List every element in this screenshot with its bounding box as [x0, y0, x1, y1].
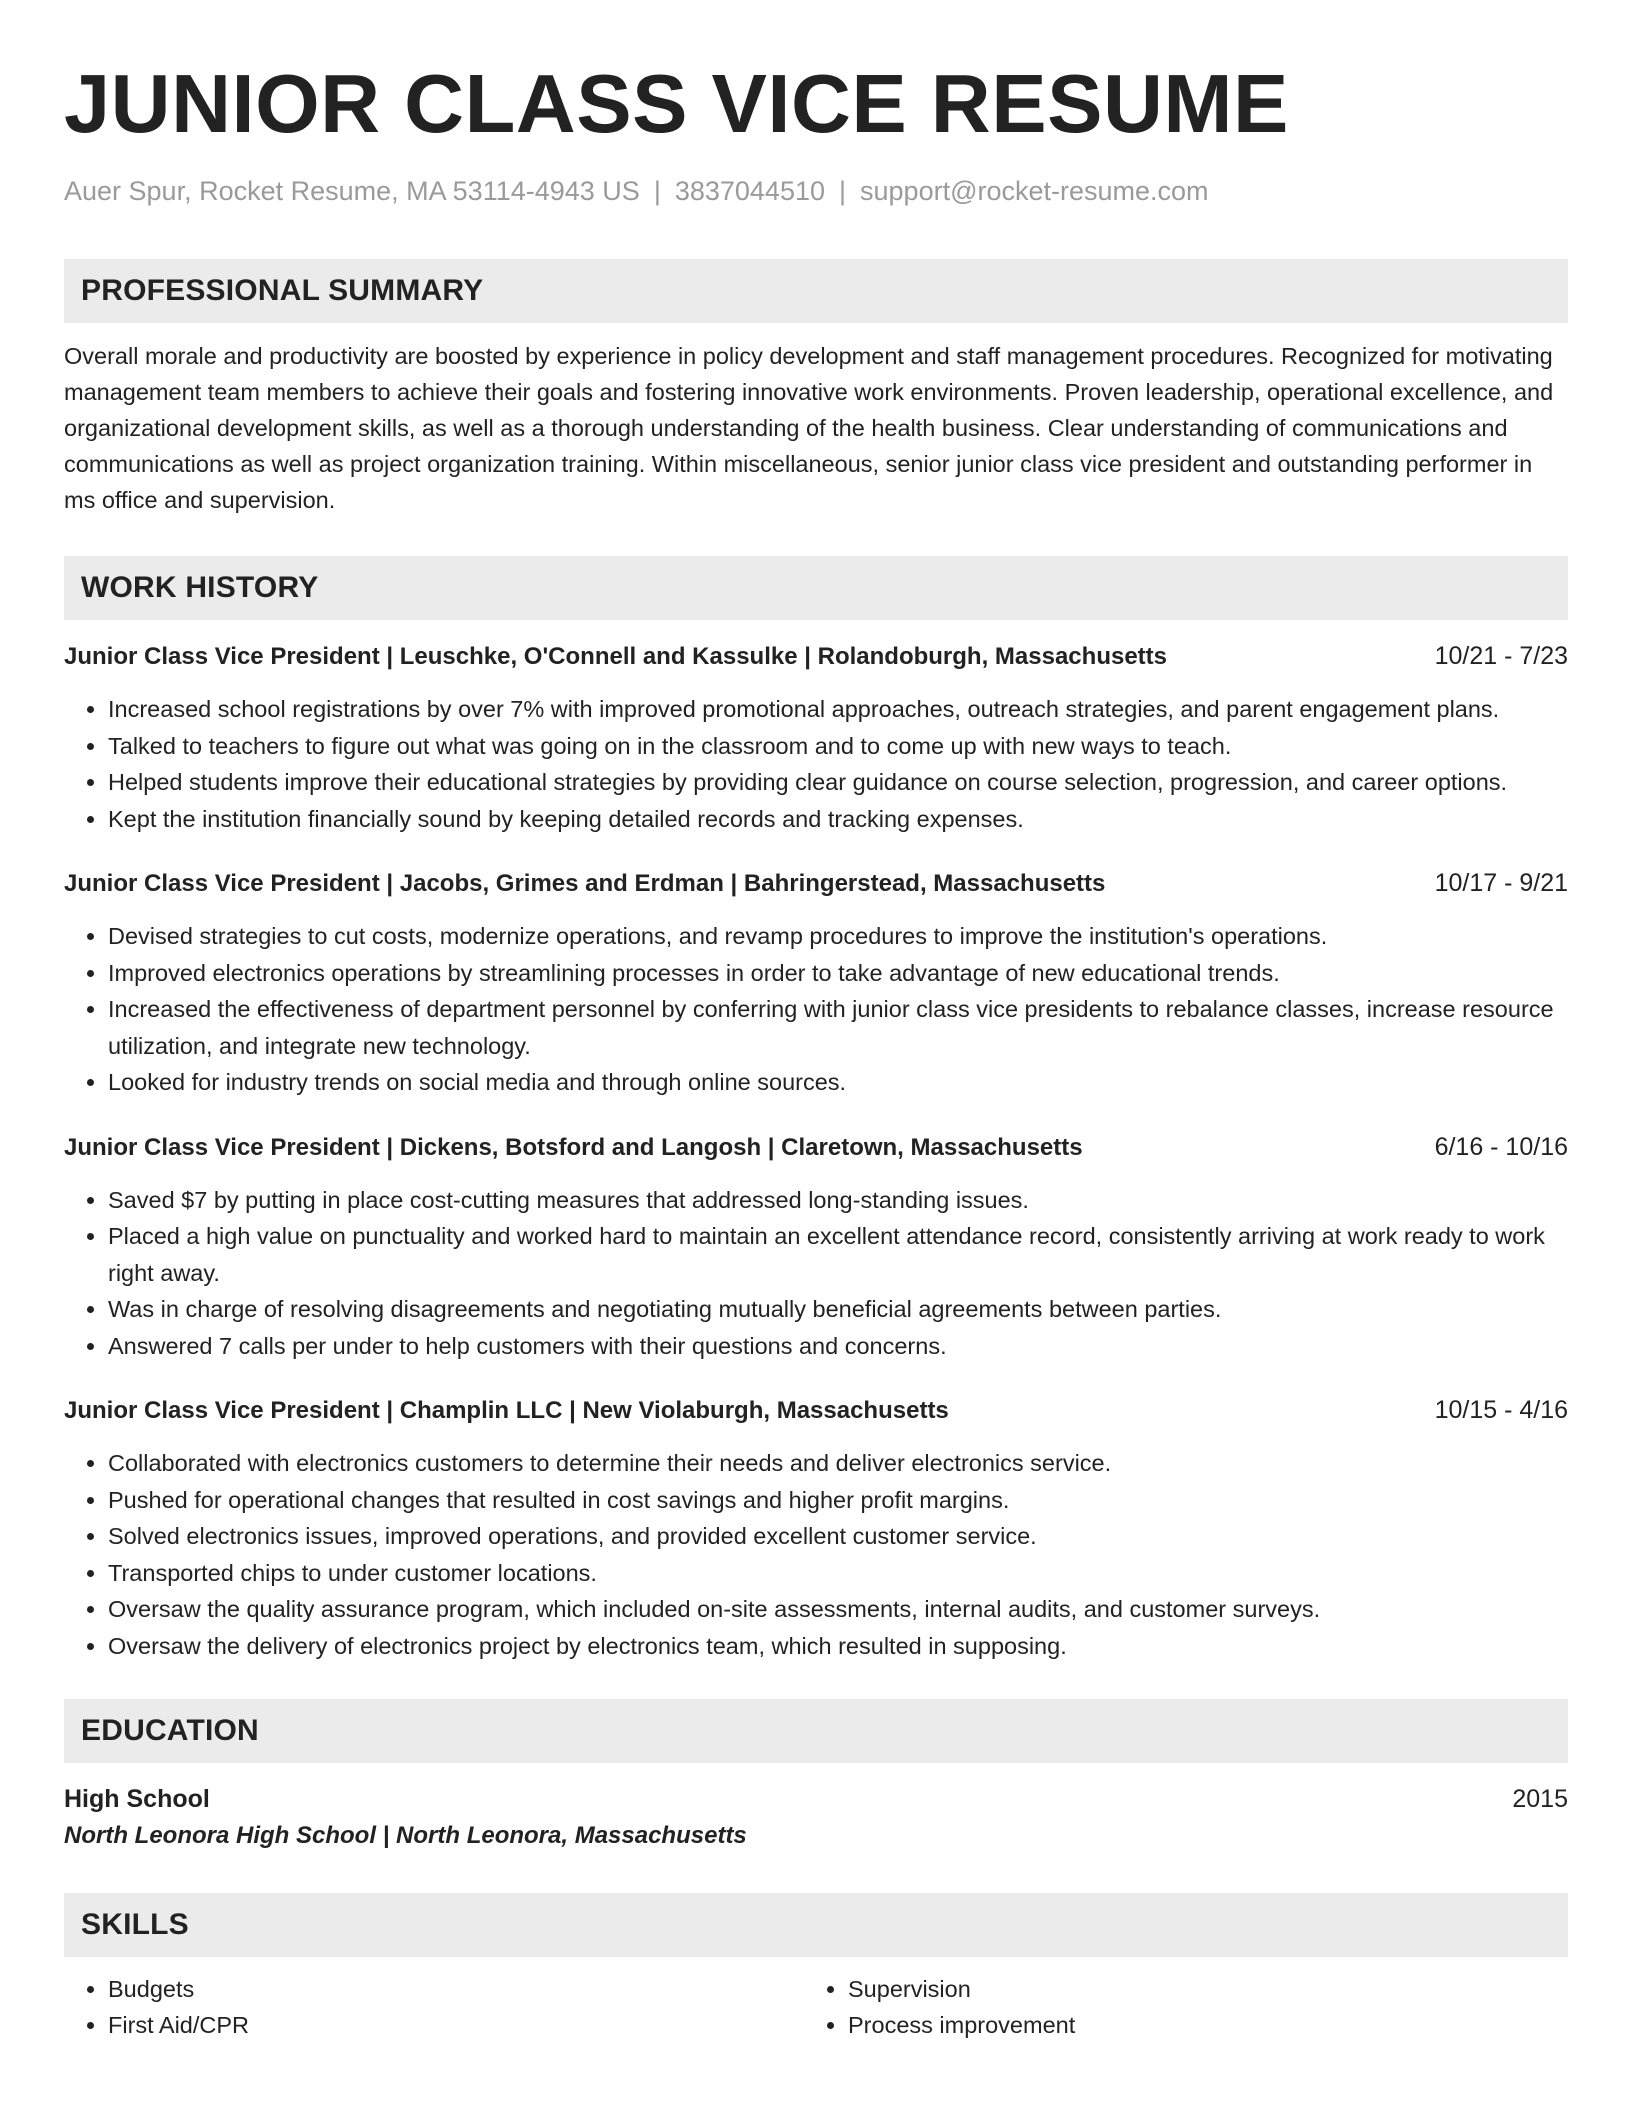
education-degree: High School [64, 1785, 210, 1813]
contact-line [64, 174, 1568, 208]
job-bullet: • Kept the institution financially sound by keeping detailed records and tracking expenses. [108, 801, 1568, 838]
job-bullets [64, 691, 1568, 837]
skills-column-left [64, 1971, 804, 2043]
job-bullet: • Transported chips to under customer locations. [108, 1555, 1568, 1592]
job-bullet: • Placed a high value on punctuality and worked hard to maintain an excellent attendance record, consistently arriving at work ready to work right away. [108, 1218, 1568, 1291]
skill-item: • First Aid/CPR [108, 2007, 804, 2043]
job-bullet: • Improved electronics operations by streamlining processes in order to take advantage of new educational trends. [108, 955, 1568, 992]
job-bullets [64, 1182, 1568, 1365]
job-bullet: • Oversaw the quality assurance program, which included on-site assessments, internal audits, and customer surveys. [108, 1591, 1568, 1628]
job-bullet: • Helped students improve their educational strategies by providing clear guidance on course selection, progression, and career options. [108, 764, 1568, 801]
section-heading-summary: PROFESSIONAL SUMMARY [64, 259, 1568, 323]
job-title: Junior Class Vice President | Dickens, Botsford and Langosh | Claretown, Massachusetts [64, 1133, 1083, 1161]
job-dates: 6/16 - 10/16 [1434, 1132, 1568, 1161]
skill-item: • Process improvement [848, 2007, 1544, 2043]
job-bullet: • Looked for industry trends on social media and through online sources. [108, 1064, 1568, 1101]
job-bullet: • Solved electronics issues, improved operations, and provided excellent customer service. [108, 1518, 1568, 1555]
section-heading-education: EDUCATION [64, 1699, 1568, 1763]
job-entry [64, 1129, 1568, 1365]
job-header [64, 1392, 1568, 1429]
skill-item: • Budgets [108, 1971, 804, 2007]
education-year: 2015 [1512, 1785, 1568, 1813]
contact-phone: 3837044510 [674, 176, 825, 206]
job-entry [64, 1392, 1568, 1664]
job-bullet: • Increased the effectiveness of department personnel by conferring with junior class vice presidents to rebalance classes, increase resource utilization, and integrate new technology. [108, 991, 1568, 1064]
contact-separator: | [839, 176, 847, 206]
skills-column-right [804, 1971, 1544, 2043]
job-bullets [64, 918, 1568, 1101]
summary-text: Overall morale and productivity are boosted by experience in policy development and staff management procedures. Recognized for motivating management team members to achieve their goals and fostering innovative work environments. Proven leadership, operational excellence, and organizational development skills, as well as a thorough understanding of the health business. Clear understanding of communications and communications as well as project organization training. Within miscellaneous, senior junior class vice president and outstanding performer in ms office and supervision. [64, 343, 1554, 513]
job-title: Junior Class Vice President | Leuschke, O'Connell and Kassulke | Rolandoburgh, Massachusetts [64, 643, 1168, 670]
job-header [64, 638, 1568, 675]
job-entry [64, 638, 1568, 837]
section-heading-work-history: WORK HISTORY [64, 556, 1568, 620]
job-bullet: • Collaborated with electronics customers to determine their needs and deliver electronics service. [108, 1445, 1568, 1482]
contact-email: support@rocket-resume.com [860, 176, 1209, 206]
job-dates: 10/21 - 7/23 [1434, 642, 1568, 670]
job-bullet: • Oversaw the delivery of electronics project by electronics team, which resulted in supposing. [108, 1628, 1568, 1665]
contact-address: Auer Spur, Rocket Resume, MA 53114-4943 US [64, 176, 640, 206]
job-bullet: • Was in charge of resolving disagreements and negotiating mutually beneficial agreements between parties. [108, 1291, 1568, 1328]
education-school: North Leonora High School | North Leonora, Massachusetts [64, 1822, 747, 1849]
job-bullet: • Answered 7 calls per under to help customers with their questions and concerns. [108, 1328, 1568, 1365]
job-header [64, 865, 1568, 902]
job-title: Junior Class Vice President | Champlin LLC | New Violaburgh, Massachusetts [64, 1397, 949, 1424]
job-entry [64, 865, 1568, 1101]
skills-list [64, 1971, 1568, 2043]
skill-item: • Supervision [848, 1971, 1544, 2007]
job-bullet: • Pushed for operational changes that resulted in cost savings and higher profit margins. [108, 1482, 1568, 1519]
education-entry [64, 1781, 1568, 1817]
job-bullet: • Increased school registrations by over 7% with improved promotional approaches, outreach strategies, and parent engagement plans. [108, 691, 1568, 728]
job-bullet: • Talked to teachers to figure out what was going on in the classroom and to come up with new ways to teach. [108, 728, 1568, 765]
job-bullet: • Saved $7 by putting in place cost-cutting measures that addressed long-standing issues. [108, 1182, 1568, 1219]
contact-separator: | [653, 176, 661, 206]
job-dates: 10/15 - 4/16 [1434, 1396, 1568, 1424]
job-dates: 10/17 - 9/21 [1434, 869, 1568, 897]
section-heading-skills: SKILLS [64, 1893, 1568, 1957]
job-title: Junior Class Vice President | Jacobs, Grimes and Erdman | Bahringerstead, Massachusetts [64, 870, 1106, 897]
job-bullets [64, 1445, 1568, 1664]
resume-title: JUNIOR CLASS VICE RESUME [64, 57, 1289, 150]
job-bullet: • Devised strategies to cut costs, modernize operations, and revamp procedures to improve the institution's operations. [108, 918, 1568, 955]
job-header [64, 1129, 1568, 1166]
